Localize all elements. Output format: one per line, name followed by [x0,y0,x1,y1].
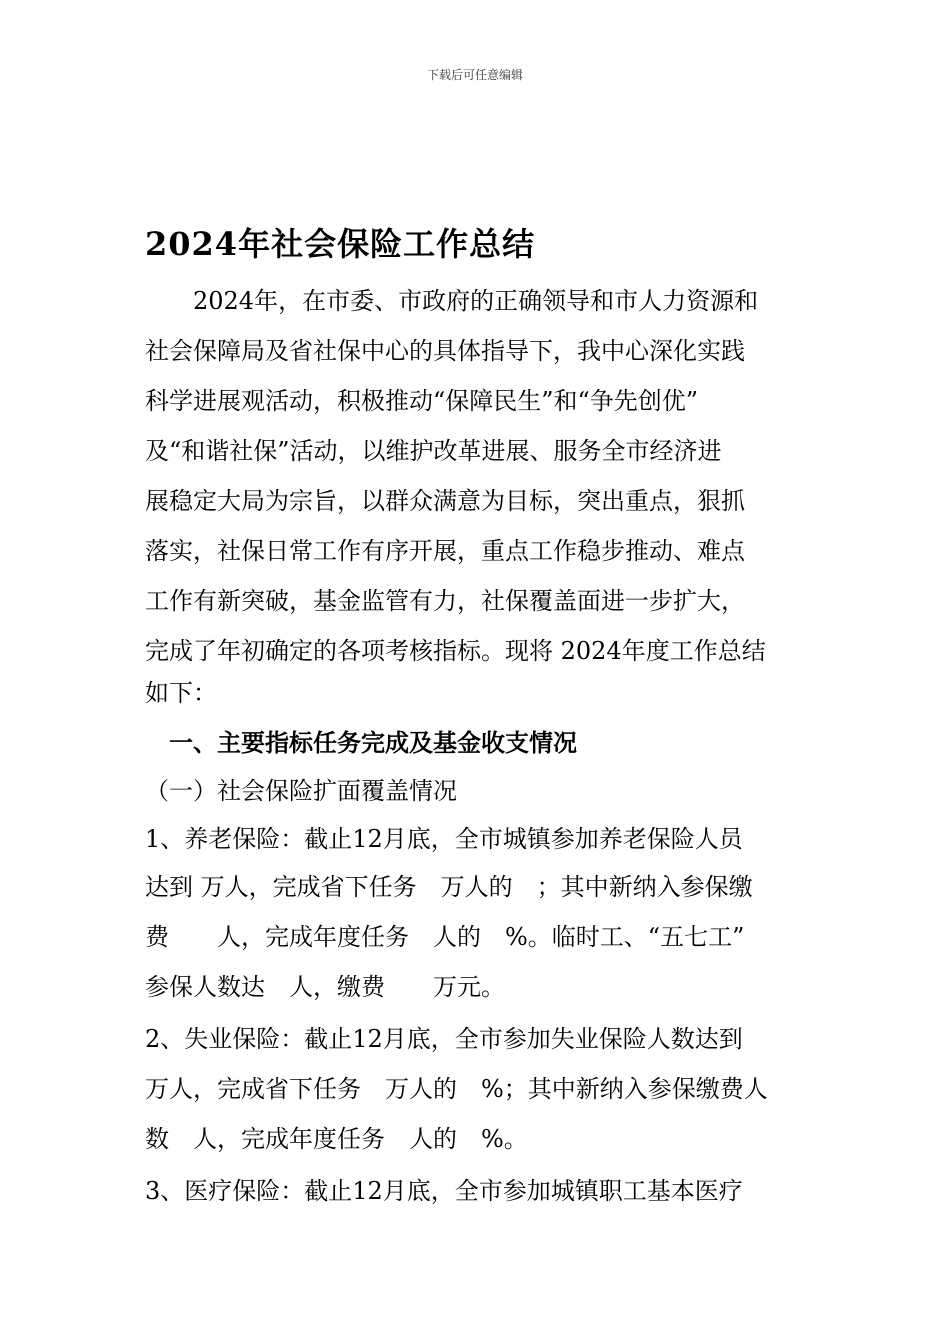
paragraph-line: （一）社会保险扩面覆盖情况 [145,777,457,805]
paragraph-line: 参保人数达 人，缴费 万元。 [145,973,505,1001]
paragraph-line: 如下： [145,679,217,707]
paragraph-line: 完成了年初确定的各项考核指标。现将 2024年度工作总结 [145,637,766,665]
section-heading: 一、主要指标任务完成及基金收支情况 [145,728,577,757]
paragraph-line: 社会保障局及省社保中心的具体指导下，我中心深化实践 [145,337,745,365]
header-note: 下载后可任意编辑 [426,68,523,82]
paragraph-line: 费 人，完成年度任务 人的 %。临时工、“五七工” [145,923,745,951]
paragraph-line: 落实，社保日常工作有序开展，重点工作稳步推动、难点 [145,537,745,565]
paragraph-line: 2024年，在市委、市政府的正确领导和市人力资源和 [145,287,759,315]
paragraph-line: 展稳定大局为宗旨，以群众满意为目标，突出重点，狠抓 [145,487,745,515]
paragraph-line: 科学进展观活动，积极推动“保障民生”和“争先创优” [145,387,699,415]
paragraph-line: 2、失业保险：截止12月底，全市参加失业保险人数达到 [145,1025,743,1053]
paragraph-line: 万人，完成省下任务 万人的 %；其中新纳入参保缴费人 [145,1075,768,1103]
paragraph-line: 3、医疗保险：截止12月底，全市参加城镇职工基本医疗 [145,1177,743,1205]
paragraph-line: 及“和谐社保”活动，以维护改革进展、服务全市经济进 [145,437,722,465]
paragraph-line: 达到 万人，完成省下任务 万人的 ；其中新纳入参保缴 [145,873,753,901]
paragraph-line: 1、养老保险：截止12月底，全市城镇参加养老保险人员 [145,825,743,853]
paragraph-line: 工作有新突破，基金监管有力，社保覆盖面进一步扩大， [145,587,745,615]
document-title: 2024年社会保险工作总结 [145,225,536,263]
paragraph-line: 数 人，完成年度任务 人的 %。 [145,1125,528,1153]
